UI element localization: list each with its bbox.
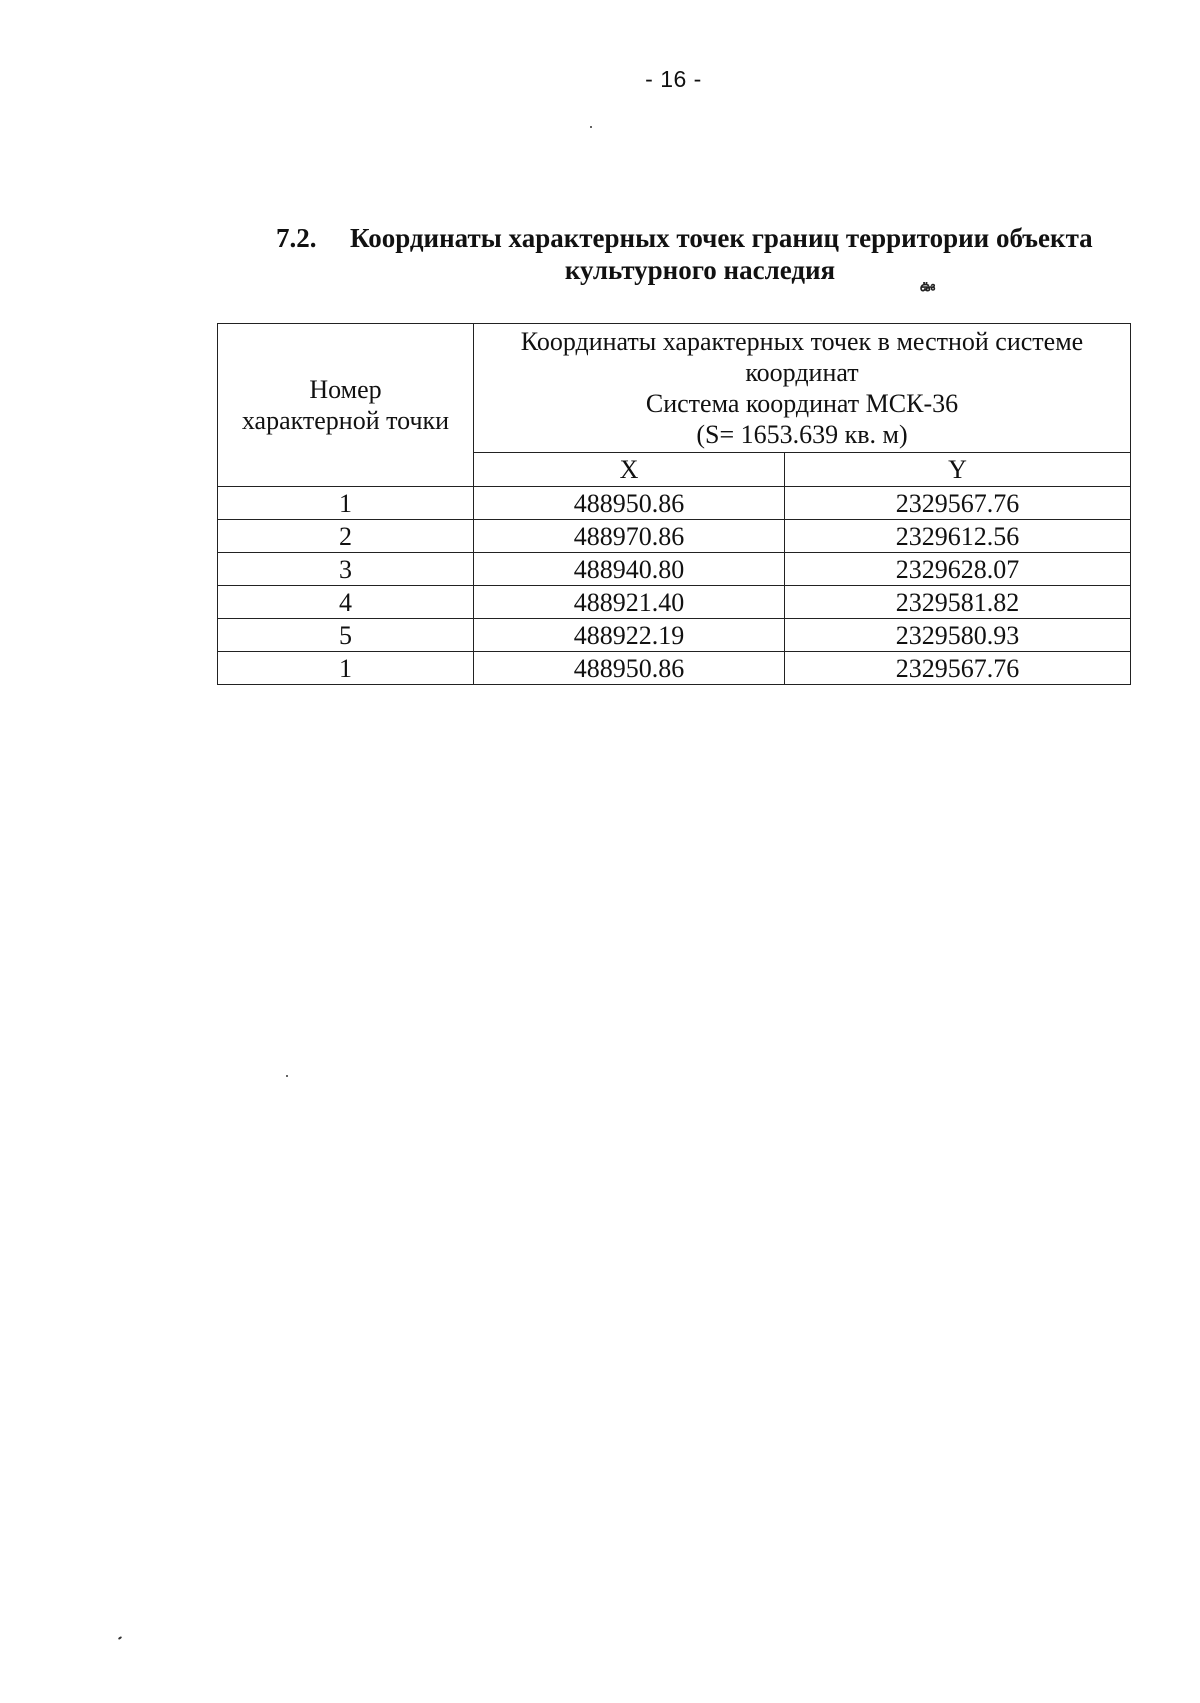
cell-point: 1 <box>218 487 474 520</box>
cell-x: 488922.19 <box>474 619 785 652</box>
scan-speck <box>590 126 592 128</box>
cell-x: 488950.86 <box>474 487 785 520</box>
coordinates-table <box>217 323 1131 685</box>
handwritten-mark: ఊ <box>920 280 936 295</box>
cell-point: 3 <box>218 553 474 586</box>
header-point-number <box>218 324 474 487</box>
header-point-line: характерной точки <box>241 406 450 435</box>
section-number: 7.2. <box>276 223 317 253</box>
heading-line-1: Координаты характерных точек границ территории объекта <box>350 223 1093 253</box>
header-y: Y <box>785 453 1131 487</box>
cell-point: 1 <box>218 652 474 685</box>
table-row <box>218 619 1131 652</box>
header-system-line: координат <box>745 358 859 387</box>
cell-x: 488950.86 <box>474 652 785 685</box>
header-system-line: Система координат МСК-36 <box>645 389 959 418</box>
table-row <box>218 553 1131 586</box>
header-point-line: Номер <box>309 375 382 404</box>
header-coordinate-system <box>474 324 1131 453</box>
cell-y: 2329581.82 <box>785 586 1131 619</box>
table-row <box>218 652 1131 685</box>
table-row <box>218 520 1131 553</box>
cell-x: 488921.40 <box>474 586 785 619</box>
cell-y: 2329567.76 <box>785 487 1131 520</box>
table-row <box>218 586 1131 619</box>
cell-x: 488940.80 <box>474 553 785 586</box>
heading-line-2: культурного наследия <box>564 255 836 285</box>
scan-speck <box>118 1636 122 1640</box>
section-heading <box>276 222 1136 286</box>
header-system-line: Координаты характерных точек в местной системе <box>520 327 1084 356</box>
cell-point: 5 <box>218 619 474 652</box>
cell-y: 2329628.07 <box>785 553 1131 586</box>
cell-point: 2 <box>218 520 474 553</box>
cell-y: 2329612.56 <box>785 520 1131 553</box>
table-row <box>218 487 1131 520</box>
cell-x: 488970.86 <box>474 520 785 553</box>
header-system-line: (S= 1653.639 кв. м) <box>696 420 908 449</box>
page-number: - 16 - <box>645 66 702 92</box>
cell-point: 4 <box>218 586 474 619</box>
cell-y: 2329567.76 <box>785 652 1131 685</box>
cell-y: 2329580.93 <box>785 619 1131 652</box>
scan-speck <box>286 1075 288 1077</box>
header-x: X <box>474 453 785 487</box>
